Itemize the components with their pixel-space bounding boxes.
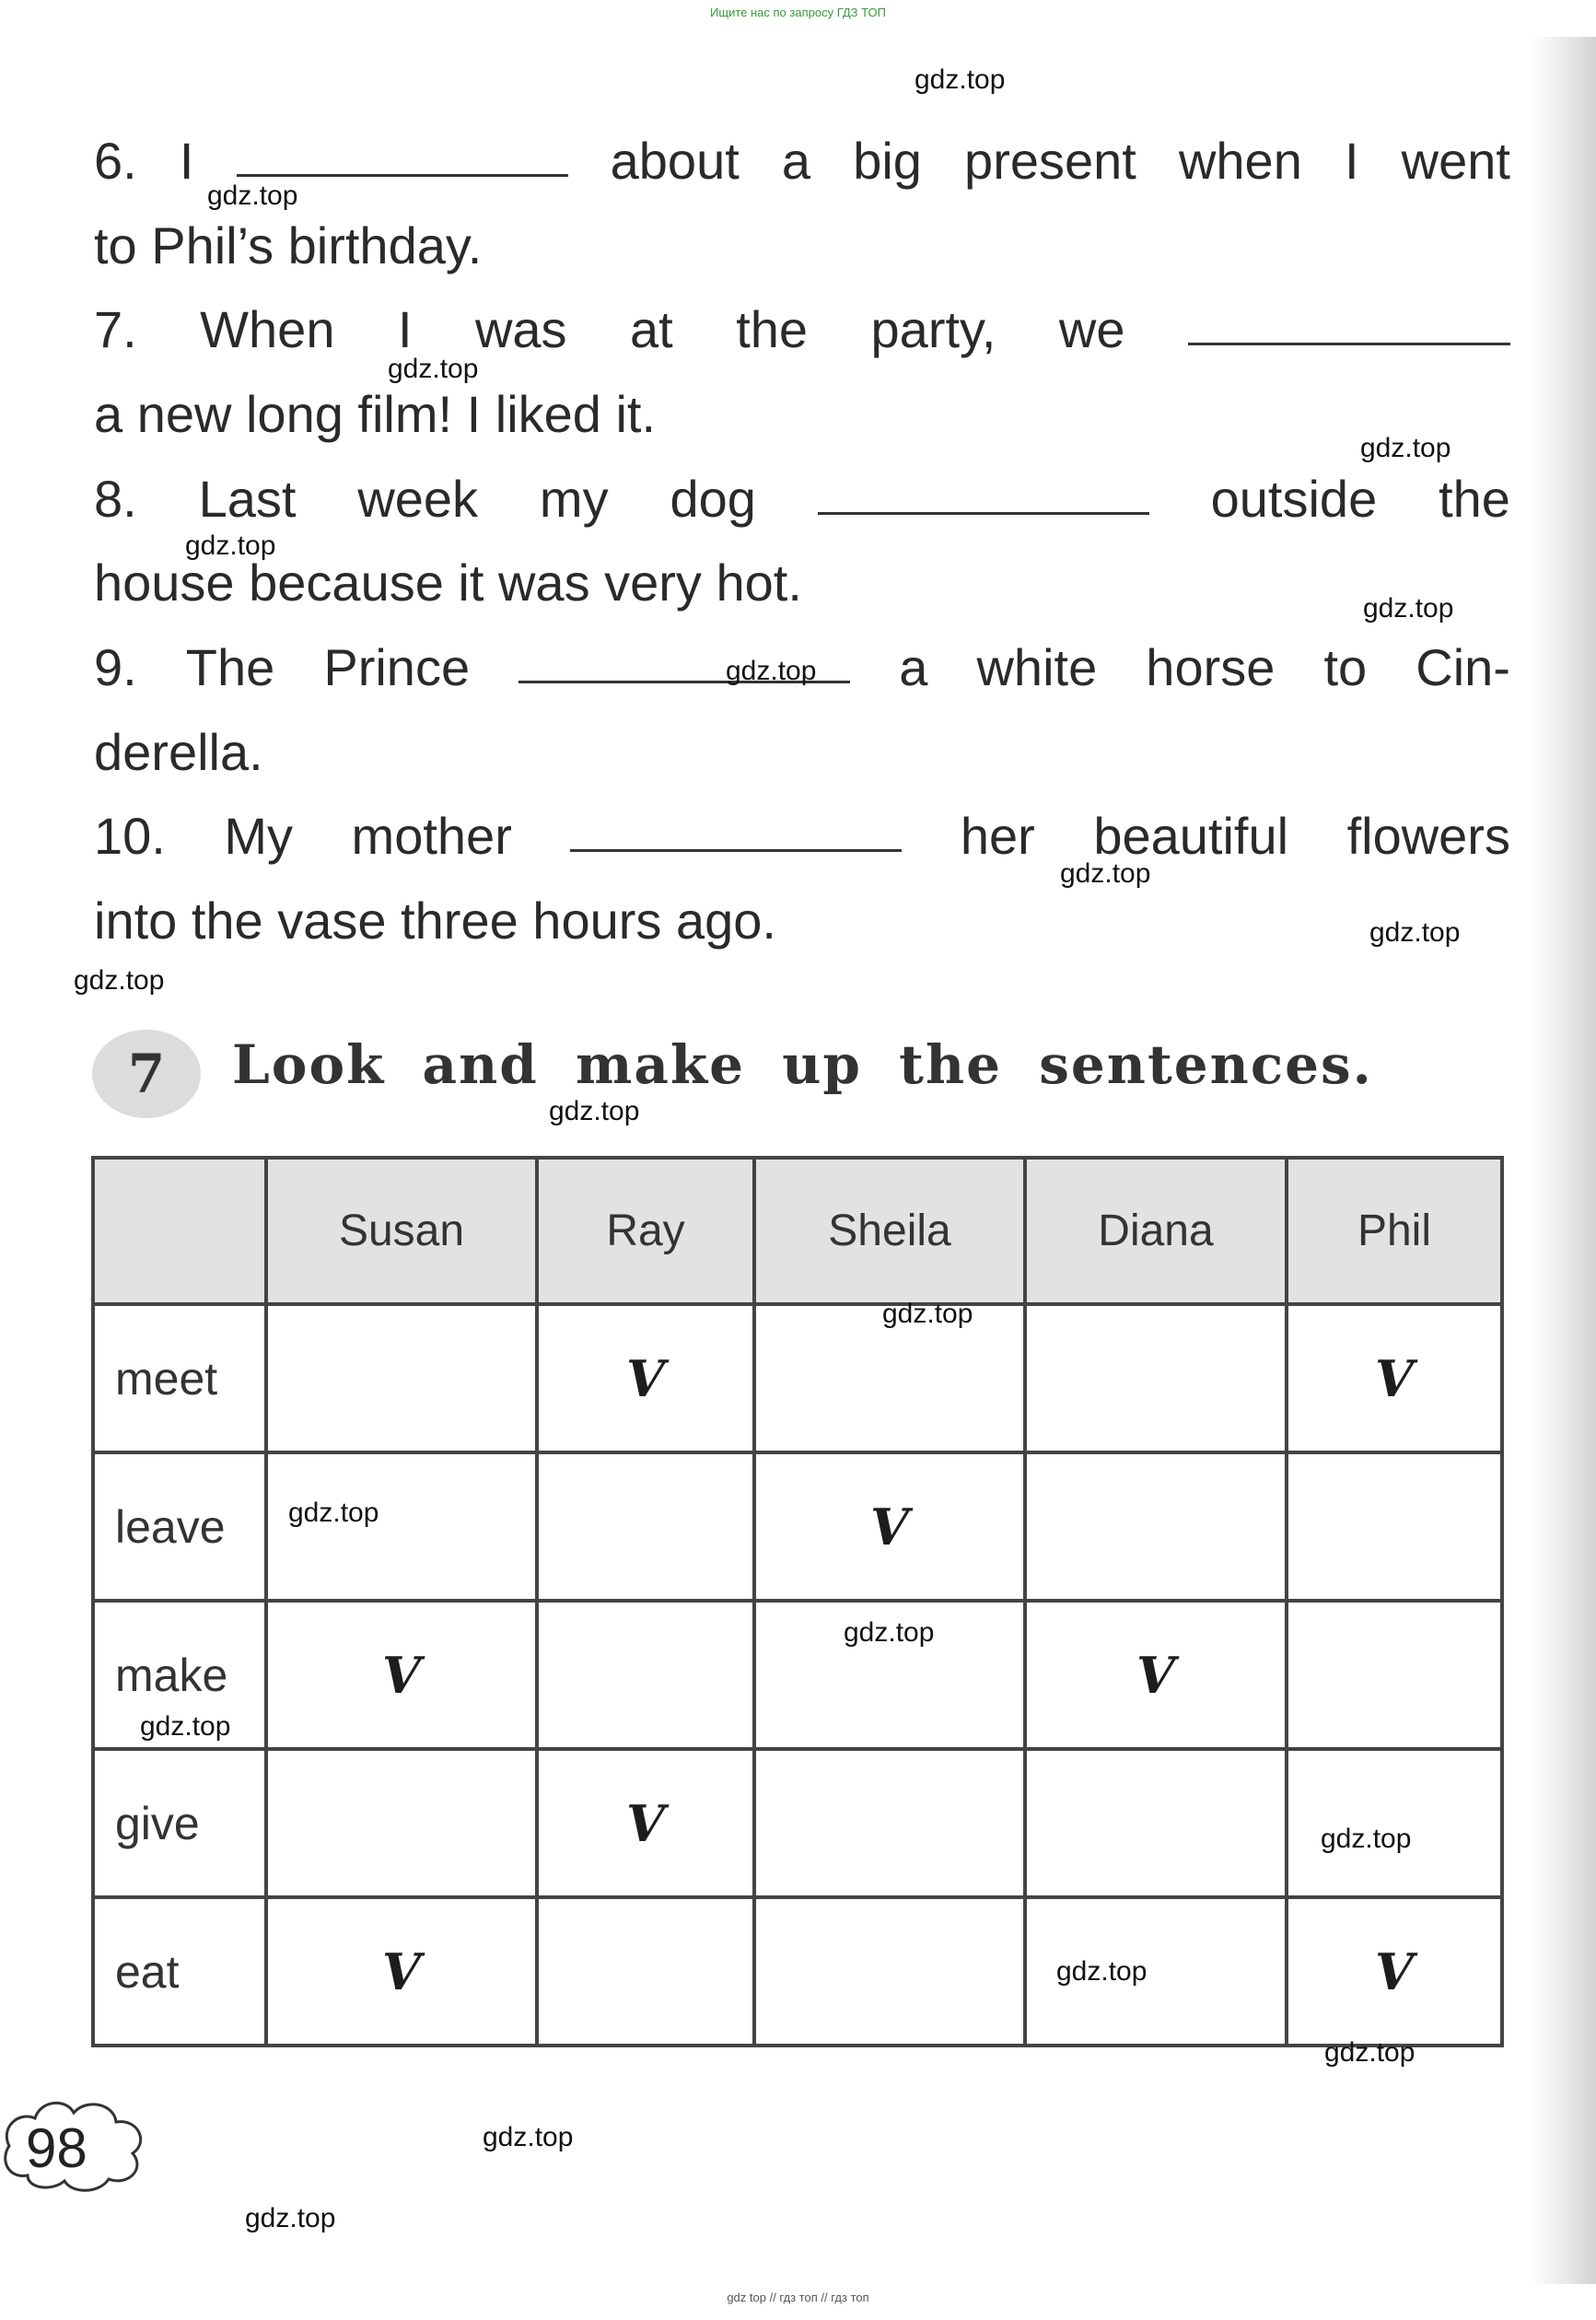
watermark: gdz.top bbox=[74, 965, 165, 996]
grid-cell bbox=[754, 1452, 1025, 1601]
item-number: 7. bbox=[94, 300, 137, 358]
grid-cell bbox=[754, 1897, 1025, 2046]
watermark: gdz.top bbox=[288, 1498, 379, 1528]
item-9-line-2: derella. bbox=[94, 723, 263, 781]
item-7-line-1 bbox=[94, 297, 1510, 362]
word: about bbox=[610, 132, 740, 190]
item-6-line-2: to Phil’s birthday. bbox=[94, 216, 483, 274]
check-mark: V bbox=[870, 1497, 909, 1556]
check-mark: V bbox=[382, 1941, 421, 2001]
grid-cell bbox=[266, 1304, 537, 1452]
word: white bbox=[976, 638, 1098, 696]
watermark: gdz.top bbox=[140, 1711, 231, 1742]
watermark: gdz.top bbox=[882, 1299, 973, 1329]
word: The bbox=[185, 638, 275, 696]
column-header: Phil bbox=[1287, 1158, 1502, 1304]
watermark: gdz.top bbox=[549, 1096, 640, 1126]
column-header: Ray bbox=[537, 1158, 754, 1304]
column-header: Sheila bbox=[754, 1158, 1025, 1304]
word: flowers bbox=[1346, 807, 1510, 865]
word: a bbox=[899, 638, 928, 696]
word: my bbox=[539, 470, 609, 528]
column-header: Diana bbox=[1025, 1158, 1287, 1304]
grid-cell bbox=[266, 1749, 537, 1897]
check-mark: V bbox=[1375, 1348, 1414, 1408]
grid-cell bbox=[1025, 1452, 1287, 1601]
grid-cell bbox=[537, 1601, 754, 1749]
table-row bbox=[93, 1304, 1502, 1452]
verb-cell: leave bbox=[93, 1452, 266, 1601]
column-header: Susan bbox=[266, 1158, 537, 1304]
word: I bbox=[179, 132, 194, 190]
item-7-line-2: a new long film! I liked it. bbox=[94, 385, 657, 443]
grid-cell bbox=[1025, 1601, 1287, 1749]
top-banner: Ищите нас по запросу ГДЗ ТОП bbox=[710, 6, 886, 19]
task-title: Look and make up the sentences. bbox=[232, 1033, 1373, 1096]
answer-blank[interactable] bbox=[1188, 319, 1510, 345]
grid-cell bbox=[1287, 1304, 1502, 1452]
word: we bbox=[1058, 300, 1125, 358]
verb-cell: eat bbox=[93, 1897, 266, 2046]
check-mark: V bbox=[382, 1645, 421, 1705]
word: at bbox=[630, 300, 673, 358]
grid-cell bbox=[537, 1304, 754, 1452]
item-10-line-1 bbox=[94, 804, 1510, 869]
watermark: gdz.top bbox=[388, 354, 479, 384]
check-mark: V bbox=[626, 1793, 665, 1853]
grid-cell bbox=[1025, 1749, 1287, 1897]
word: went bbox=[1401, 132, 1510, 190]
item-10-line-2: into the vase three hours ago. bbox=[94, 892, 776, 950]
word: when bbox=[1178, 132, 1302, 190]
word: present bbox=[964, 132, 1136, 190]
header-corner-cell bbox=[93, 1158, 266, 1304]
watermark: gdz.top bbox=[1324, 2037, 1415, 2068]
verb-cell: make bbox=[93, 1601, 266, 1749]
check-mark: V bbox=[1375, 1941, 1414, 2001]
grid-cell bbox=[537, 1897, 754, 2046]
answer-blank[interactable] bbox=[570, 825, 902, 852]
word: When bbox=[200, 300, 335, 358]
word: Last bbox=[198, 470, 297, 528]
watermark: gdz.top bbox=[207, 181, 298, 211]
word: big bbox=[853, 132, 922, 190]
table-header-row bbox=[93, 1158, 1502, 1304]
word: Prince bbox=[323, 638, 471, 696]
word: beautiful bbox=[1093, 807, 1289, 865]
grid-cell bbox=[1025, 1304, 1287, 1452]
watermark: gdz.top bbox=[1369, 917, 1461, 948]
table-body bbox=[93, 1304, 1502, 2046]
grid-cell bbox=[1287, 1601, 1502, 1749]
item-number: 6. bbox=[94, 132, 137, 190]
watermark: gdz.top bbox=[1321, 1824, 1412, 1854]
watermark: gdz.top bbox=[1363, 593, 1454, 624]
word: party, bbox=[870, 300, 996, 358]
word: week bbox=[357, 470, 479, 528]
word: My bbox=[224, 807, 294, 865]
word: a bbox=[781, 132, 811, 190]
item-8-line-2: house because it was very hot. bbox=[94, 554, 802, 612]
word: mother bbox=[351, 807, 512, 865]
grid-cell bbox=[1287, 1897, 1502, 2046]
answer-blank[interactable] bbox=[237, 150, 568, 177]
answer-blank[interactable] bbox=[818, 488, 1149, 515]
watermark: gdz.top bbox=[483, 2122, 574, 2152]
item-6-line-1 bbox=[94, 129, 1510, 193]
grid-cell bbox=[754, 1749, 1025, 1897]
word: was bbox=[474, 300, 567, 358]
word: the bbox=[736, 300, 809, 358]
bottom-banner: gdz top // гдз топ // гдз топ bbox=[727, 2291, 869, 2304]
word: dog bbox=[670, 470, 756, 528]
table-row bbox=[93, 1897, 1502, 2046]
table-row bbox=[93, 1749, 1502, 1897]
verb-cell: give bbox=[93, 1749, 266, 1897]
watermark: gdz.top bbox=[1056, 1956, 1147, 1987]
word: I bbox=[397, 300, 413, 358]
grid-cell bbox=[266, 1601, 537, 1749]
check-mark: V bbox=[626, 1348, 665, 1408]
page-number: 98 bbox=[26, 2117, 87, 2179]
item-number: 9. bbox=[94, 638, 137, 696]
word: I bbox=[1344, 132, 1359, 190]
grid-cell bbox=[1287, 1452, 1502, 1601]
word: outside bbox=[1210, 470, 1378, 528]
watermark: gdz.top bbox=[726, 656, 817, 686]
task-number-badge: 7 bbox=[92, 1030, 201, 1118]
grid-cell bbox=[537, 1452, 754, 1601]
watermark: gdz.top bbox=[185, 530, 276, 561]
page-edge-shadow bbox=[1532, 37, 1596, 2284]
table-row bbox=[93, 1601, 1502, 1749]
verb-grid-table bbox=[91, 1156, 1504, 2047]
grid-cell bbox=[537, 1749, 754, 1897]
item-number: 10. bbox=[94, 807, 166, 865]
watermark: gdz.top bbox=[245, 2203, 336, 2233]
watermark: gdz.top bbox=[914, 64, 1006, 95]
item-8-line-1 bbox=[94, 467, 1510, 531]
word: the bbox=[1439, 470, 1510, 528]
check-mark: V bbox=[1136, 1645, 1175, 1705]
verb-cell: meet bbox=[93, 1304, 266, 1452]
watermark: gdz.top bbox=[844, 1617, 935, 1648]
item-number: 8. bbox=[94, 470, 137, 528]
word: Cin- bbox=[1415, 638, 1510, 696]
word: her bbox=[960, 807, 1035, 865]
word: to bbox=[1323, 638, 1368, 696]
word: horse bbox=[1146, 638, 1276, 696]
watermark: gdz.top bbox=[1360, 433, 1451, 463]
watermark: gdz.top bbox=[1060, 858, 1151, 889]
grid-cell bbox=[266, 1897, 537, 2046]
